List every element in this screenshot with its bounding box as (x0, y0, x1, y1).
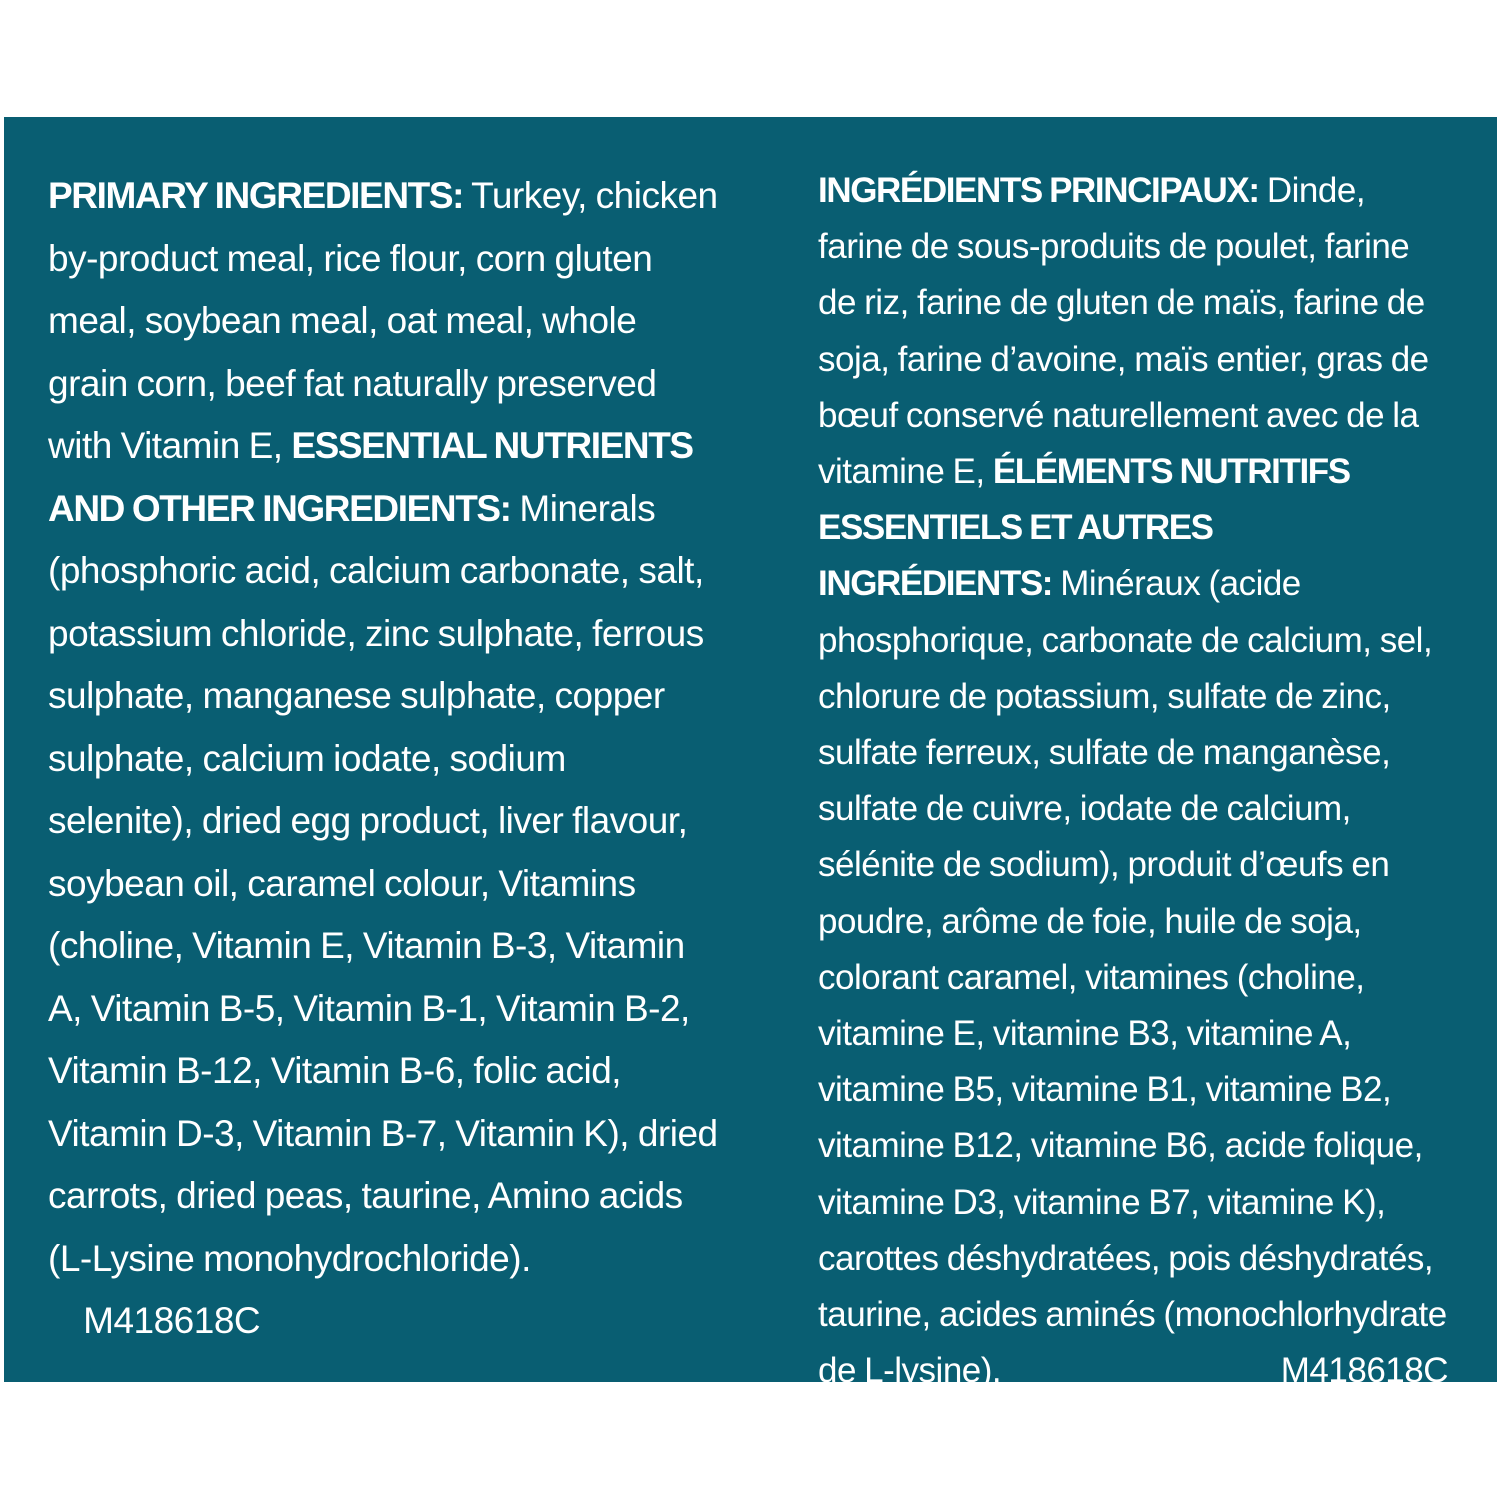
english-primary-ingredients-list: Turkey, chicken by-product meal, rice flour, corn gluten meal, soybean meal, oat meal, whole grain corn, beef fat naturally preserved with Vitamin E, (48, 175, 718, 466)
french-ingredients-text (818, 163, 1448, 1399)
french-essential-nutrients-heading: ÉLÉMENTS NUTRITIFS ESSENTIELS ET AUTRES INGRÉDIENTS: (818, 452, 1350, 604)
english-ingredients-text (48, 165, 718, 1353)
french-primary-ingredients-heading: INGRÉDIENTS PRINCIPAUX: (818, 171, 1259, 210)
french-product-code: M418618C (1280, 1351, 1448, 1391)
french-primary-ingredients-list: Dinde, farine de sous-produits de poulet, farine de riz, farine de gluten de maïs, farine de soja, farine d’avoine, maïs entier, gras de bœuf conservé naturellement avec de la vitamine E, (818, 171, 1429, 492)
ingredients-panel (4, 117, 1497, 1391)
english-product-code: M418618C (83, 1300, 261, 1341)
french-essential-nutrients-list: Minéraux (acide phosphorique, carbonate de calcium, sel, chlorure de potassium, sulfate de zinc, sulfate ferreux, sulfate de manganèse, sulfate de cuivre, iodate de calcium, sélénite de sodium), produit d’œufs en poudre, arôme de foie, huile de soja, colorant caramel, vitamines (choline, vitamine E, vitamine B3, vitamine A, vitamine B5, vitamine B1, vitamine B2, vitamine B12, vitamine B6, acide folique, vitamine D3, vitamine B7, vitamine K), carottes déshydratées, pois déshydratés, taurine, acides aminés (monochlorhydrate de L-lysine). (818, 564, 1447, 1391)
english-ingredients-column (48, 165, 718, 1353)
english-primary-ingredients-heading: PRIMARY INGREDIENTS: (48, 175, 464, 216)
english-essential-nutrients-heading: ESSENTIAL NUTRIENTS AND OTHER INGREDIENTS: (48, 425, 693, 529)
french-ingredients-column (818, 163, 1448, 1399)
english-essential-nutrients-list: Minerals (phosphoric acid, calcium carbonate, salt, potassium chloride, zinc sulphate, ferrous sulphate, manganese sulphate, copper sulphate, calcium iodate, sodium selenite), dried egg product, liver flavour, soybean oil, caramel colour, Vitamins (choline, Vitamin E, Vitamin B-3, Vitamin A, Vitamin B-5, Vitamin B-1, Vitamin B-2, Vitamin B-12, Vitamin B-6, folic acid, Vitamin D-3, Vitamin B-7, Vitamin K), dried carrots, dried peas, taurine, Amino acids (L-Lysine monohydrochloride). (48, 487, 718, 1279)
